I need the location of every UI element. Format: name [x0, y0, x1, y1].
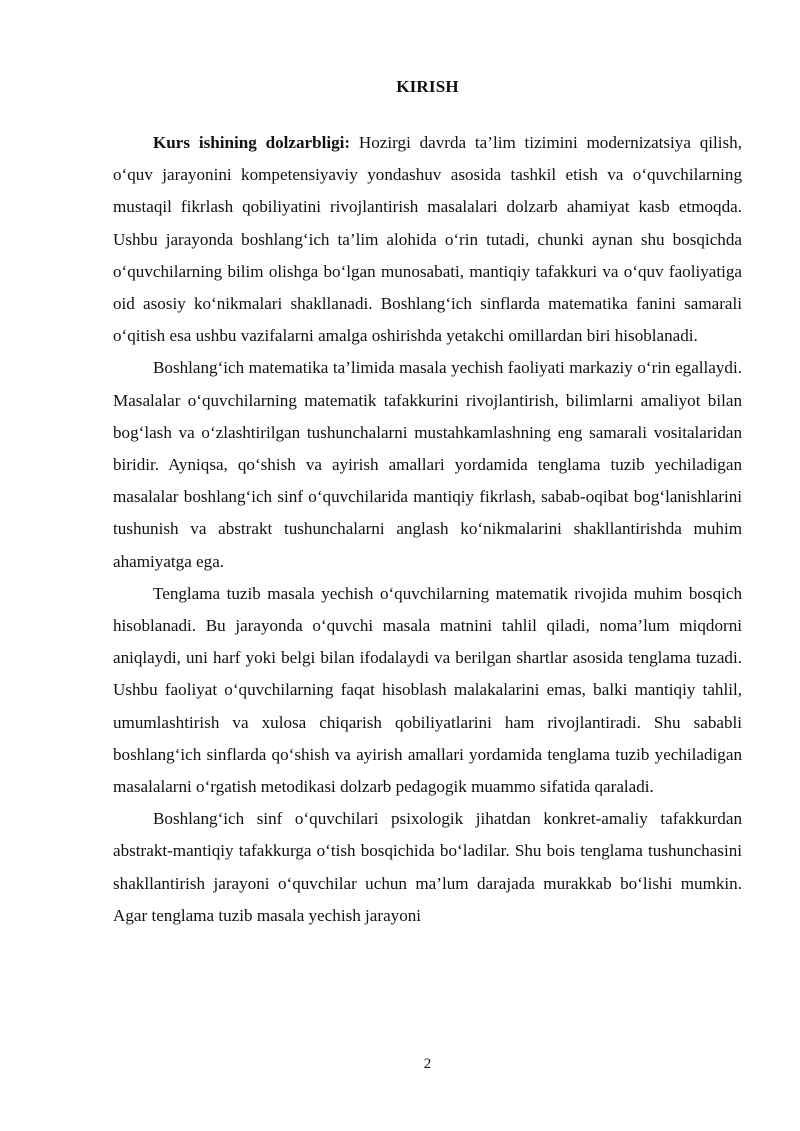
body-text	[113, 127, 742, 932]
section-heading: KIRISH	[396, 77, 459, 96]
paragraph-equations	[113, 578, 742, 803]
paragraph-text: Boshlang‘ich sinf o‘quvchilari psixologik jihatdan konkret-amaliy tafakkurdan abstrakt-mantiqiy tafakkurga o‘tish bosqichida bo‘ladilar. Shu bois tenglama tushunchasini shakllantirish jarayoni o‘quvchilar uchun ma’lum darajada murakkab bo‘lishi mumkin. Agar tenglama tuzib masala yechish jarayoni	[113, 809, 742, 925]
paragraph-problem-solving	[113, 352, 742, 577]
paragraph-text: Hozirgi davrda ta’lim tizimini modernizatsiya qilish, o‘quv jarayonini kompetensiyaviy yondashuv asosida tashkil etish va o‘quvchilarning mustaqil fikrlash qobiliyatini rivojlantirish masalalari dolzarb ahamiyat kasb etmoqda. Ushbu jarayonda boshlang‘ich ta’lim alohida o‘rin tutadi, chunki aynan shu bosqichda o‘quvchilarning bilim olishga bo‘lgan munosabati, mantiqiy tafakkuri va o‘quv faoliyatiga oid asosiy ko‘nikmalari shakllanadi. Boshlang‘ich sinflarda matematika fanini samarali o‘qitish esa ushbu vazifalarni amalga oshirishda yetakchi omillardan biri hisoblanadi.	[113, 133, 742, 346]
paragraph-lead: Kurs ishining dolzarbligi:	[153, 133, 351, 152]
paragraph-text: Boshlang‘ich matematika ta’limida masala yechish faoliyati markaziy o‘rin egallaydi. Masalalar o‘quvchilarning matematik tafakkurini rivojlantirish, bilimlarni amaliyot bilan bog‘lash va o‘zlashtirilgan tushunchalarni mustahkamlashning eng samarali vositalaridan biridir. Ayniqsa, qo‘shish va ayirish amallari yordamida tenglama tuzib yechiladigan masalalar boshlang‘ich sinf o‘quvchilarida mantiqiy fikrlash, sabab-oqibat bog‘lanishlarini tushunish va abstrakt tushunchalarni anglash ko‘nikmalarini shakllantirishda muhim ahamiyatga ega.	[113, 358, 742, 571]
paragraph-text: Tenglama tuzib masala yechish o‘quvchilarning matematik rivojida muhim bosqich hisoblanadi. Bu jarayonda o‘quvchi masala matnini tahlil qiladi, noma’lum miqdorni aniqlaydi, uni harf yoki belgi bilan ifodalaydi va berilgan shartlar asosida tenglama tuzadi. Ushbu faoliyat o‘quvchilarning faqat hisoblash malakalarini emas, balki mantiqiy tahlil, umumlashtirish va xulosa chiqarish qobiliyatlarini ham rivojlantiradi. Shu sababli boshlang‘ich sinflarda qo‘shish va ayirish amallari yordamida tenglama tuzib yechiladigan masalalarni o‘rgatish metodikasi dolzarb pedagogik muammo sifatida qaraladi.	[113, 583, 742, 797]
page-number: 2	[423, 1056, 432, 1072]
paragraph-relevance	[113, 127, 742, 352]
paragraph-psychology	[113, 803, 742, 932]
